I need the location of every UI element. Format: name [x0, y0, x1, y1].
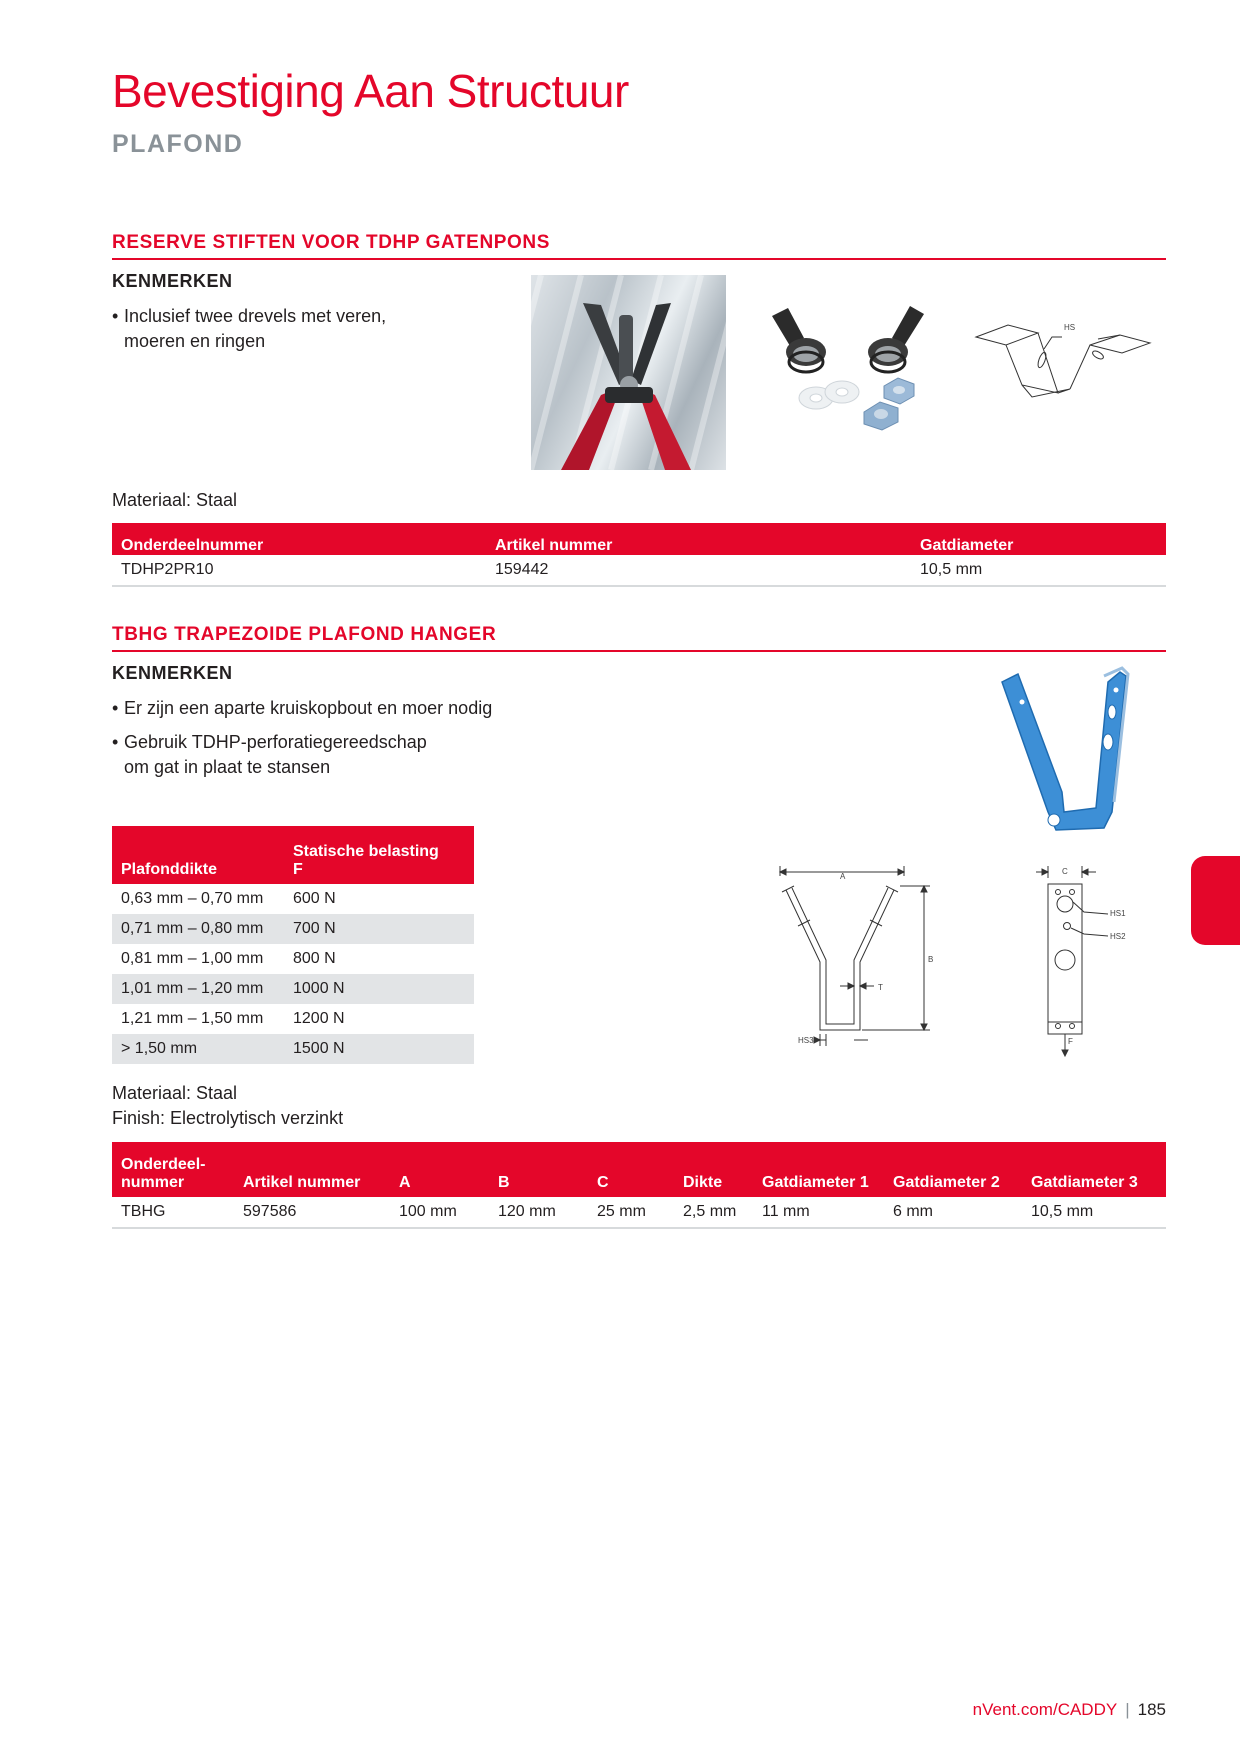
cell-artikel-nummer: 159442 [486, 555, 911, 586]
cell-dikte: 2,5 mm [674, 1197, 753, 1228]
table-row [112, 1004, 474, 1034]
cell-b: 120 mm [489, 1197, 588, 1228]
cell-gatdiameter: 10,5 mm [911, 555, 1166, 586]
col-artikel-nummer: Artikel nummer [486, 523, 911, 555]
table-row [112, 1197, 1166, 1228]
bullet-text: Gebruik TDHP-perforatiegereedschap om gat in plaat te stansen [124, 732, 427, 777]
tbhg-front-view-diagram [1020, 862, 1140, 1062]
cell-c: 25 mm [588, 1197, 674, 1228]
dim-b-label: B [928, 955, 934, 964]
cell-belasting: 700 N [284, 914, 474, 944]
col-plafonddikte: Plafonddikte [112, 826, 284, 884]
col-onderdeelnummer: Onderdeelnummer [112, 523, 486, 555]
tbhg-hanger-photo [992, 662, 1142, 832]
col-a: A [390, 1142, 489, 1197]
table-header-row [112, 826, 474, 884]
table-header-row [112, 523, 1166, 555]
section1-bullet [112, 304, 386, 354]
tbhg-side-view-diagram [770, 862, 950, 1062]
pin-bracket-diagram [972, 315, 1157, 405]
section2-table [112, 1142, 1166, 1229]
section2-finish: Finish: Electrolytisch verzinkt [112, 1108, 344, 1128]
tdhp-tool-photo [531, 275, 726, 470]
section2-features-heading: KENMERKEN [112, 663, 233, 683]
dim-c-label: C [1062, 867, 1068, 876]
section1-features-heading: KENMERKEN [112, 271, 233, 291]
section2-bullet-2 [112, 730, 427, 780]
col-artikel-nummer: Artikel nummer [234, 1142, 390, 1197]
col-gatdiameter-1: Gatdiameter 1 [753, 1142, 884, 1197]
section1-material: Materiaal: Staal [112, 490, 238, 510]
cell-belasting: 600 N [293, 890, 336, 907]
col-statische-belasting: Statische belasting F [284, 826, 474, 884]
dim-t-label: T [878, 983, 883, 992]
cell-gatdiameter-1: 11 mm [753, 1197, 884, 1228]
cell-belasting: 800 N [293, 950, 336, 967]
cell-plafonddikte: 1,21 mm – 1,50 mm [121, 1010, 264, 1027]
section2-heading: TBHG TRAPEZOIDE PLAFOND HANGER [112, 624, 1166, 652]
bullet-dot: • [112, 698, 119, 718]
cell-plafonddikte: 0,81 mm – 1,00 mm [121, 950, 264, 967]
cell-belasting: 1500 N [284, 1034, 474, 1064]
col-dikte: Dikte [674, 1142, 753, 1197]
cell-onderdeelnummer: TDHP2PR10 [112, 555, 486, 586]
chapter-side-tab [1191, 856, 1240, 945]
page-number: 185 [1137, 1700, 1166, 1719]
page-title: Bevestiging Aan Structuur [112, 65, 629, 117]
hs-label: HS [1064, 323, 1076, 332]
table-header-row [112, 1142, 1166, 1197]
table-row [112, 884, 474, 914]
col-gatdiameter-3: Gatdiameter 3 [1022, 1142, 1166, 1197]
cell-a: 100 mm [390, 1197, 489, 1228]
col-gatdiameter-2: Gatdiameter 2 [884, 1142, 1022, 1197]
col-gatdiameter: Gatdiameter [911, 523, 1166, 555]
table-row [112, 974, 474, 1004]
cell-gatdiameter-2: 6 mm [884, 1197, 1022, 1228]
section1-table [112, 523, 1166, 587]
cell-onderdeelnummer: TBHG [112, 1197, 234, 1228]
section2-bullet-1 [112, 696, 492, 721]
dim-f-label: F [1068, 1037, 1073, 1046]
table-row [112, 944, 474, 974]
bullet-text: Inclusief twee drevels met veren, moeren en ringen [124, 306, 387, 351]
cell-plafonddikte: 0,71 mm – 0,80 mm [112, 914, 284, 944]
col-c: C [588, 1142, 674, 1197]
section2-material: Materiaal: Staal [112, 1083, 238, 1103]
cell-gatdiameter-3: 10,5 mm [1022, 1197, 1166, 1228]
section1-heading: RESERVE STIFTEN VOOR TDHP GATENPONS [112, 232, 1166, 260]
dim-hs2-label: HS2 [1110, 932, 1126, 941]
bullet-dot: • [112, 732, 119, 752]
cell-plafonddikte: 0,63 mm – 0,70 mm [121, 890, 264, 907]
tdhp-tool-illustration [531, 275, 726, 470]
table-row [112, 555, 1166, 586]
cell-plafonddikte: > 1,50 mm [112, 1034, 284, 1064]
bullet-text: Er zijn een aparte kruiskopbout en moer nodig [124, 698, 493, 718]
bullet-dot: • [112, 306, 119, 326]
cell-belasting: 1200 N [293, 1010, 345, 1027]
page-subtitle: PLAFOND [112, 130, 244, 158]
cell-artikel-nummer: 597586 [234, 1197, 390, 1228]
dim-a-label: A [840, 872, 846, 881]
cell-plafonddikte: 1,01 mm – 1,20 mm [112, 974, 284, 1004]
col-onderdeelnummer: Onderdeel- nummer [112, 1142, 234, 1197]
load-table [112, 826, 474, 1064]
footer [973, 1700, 1166, 1720]
cell-belasting: 1000 N [284, 974, 474, 1004]
dim-hs1-label: HS1 [1110, 909, 1126, 918]
table-row [112, 1034, 474, 1064]
col-b: B [489, 1142, 588, 1197]
footer-separator: | [1125, 1700, 1130, 1719]
table-row [112, 914, 474, 944]
footer-url-link[interactable]: nVent.com/CADDY [972, 1700, 1118, 1719]
spare-pins-illustration [764, 302, 944, 442]
dim-hs3-label: HS3 [798, 1036, 814, 1045]
